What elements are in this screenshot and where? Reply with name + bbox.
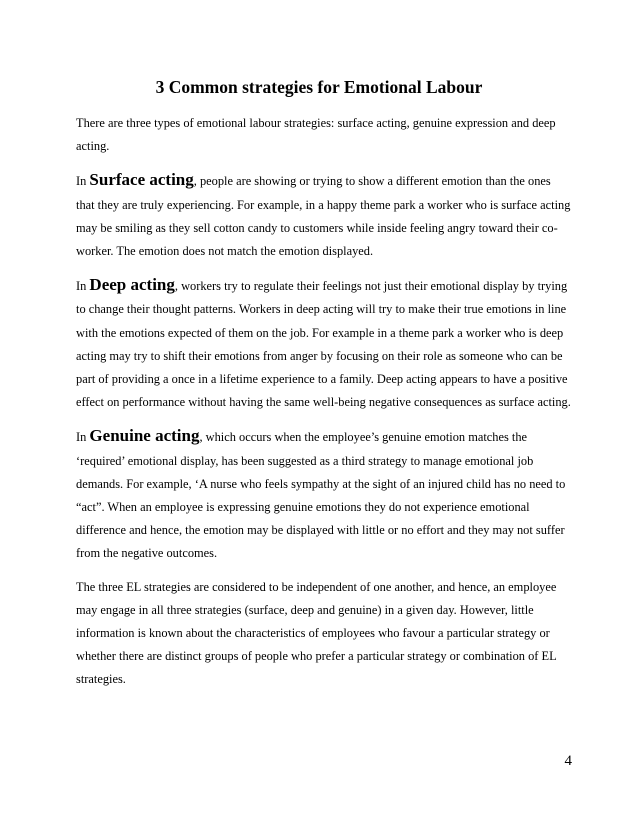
paragraph-prefix: In	[76, 174, 90, 189]
section-title: 3 Common strategies for Emotional Labour	[155, 77, 483, 97]
surface-acting-term: Surface acting	[89, 170, 194, 190]
page-number: 4	[564, 753, 572, 769]
closing-paragraph: The three EL strategies are considered to be independent of one another, and hence, an employee may engage in all three strategies (surface, deep and genuine) in a given day. However, little information is known about the characteristics of employees who favour a particular strategy or whether there are distinct groups of people who prefer a particular strategy or combination of EL strategies.	[76, 579, 557, 687]
surface-acting-text: , people are showing or trying to show a different emotion than the ones that they are truly experiencing. For example, in a happy theme park a worker who is surface acting may be smiling as they sell cotton candy to customers while inside feeling angry toward their co-worker. The emotion does not match the emotion displayed.	[76, 174, 571, 259]
paragraph-prefix: In	[76, 279, 90, 294]
genuine-acting-term: Genuine acting	[89, 426, 200, 446]
genuine-acting-text: , which occurs when the employee’s genuine emotion matches the ‘required’ emotional display, has been suggested as a third strategy to manage emotional job demands. For example, ‘A nurse who feels sympathy at the sight of an injured child has no need to “act”. When an employee is expressing genuine emotions they do not experience emotional difference and hence, the emotion may be displayed with little or no effort and they may not suffer from the negative outcomes.	[76, 430, 566, 561]
surface-acting-paragraph	[76, 168, 572, 263]
genuine-acting-paragraph	[76, 424, 572, 565]
deep-acting-text: , workers try to regulate their feelings not just their emotional display by trying to change their thought patterns. Workers in deep acting will try to make their true emotions in line with the emotions expected of them on the job. For example in a theme park a worker who is deep acting may try to shift their emotions from anger by focusing on their role as someone who can be part of providing a once in a lifetime experience to a family. Deep acting appears to have a positive effect on performance without having the same well-being negative consequences as surface acting.	[76, 279, 571, 410]
body-text	[76, 112, 572, 702]
intro-paragraph: There are three types of emotional labour strategies: surface acting, genuine expression and deep acting.	[76, 116, 556, 154]
paragraph-prefix: In	[76, 430, 90, 445]
deep-acting-paragraph	[76, 273, 572, 414]
deep-acting-term: Deep acting	[89, 275, 175, 295]
